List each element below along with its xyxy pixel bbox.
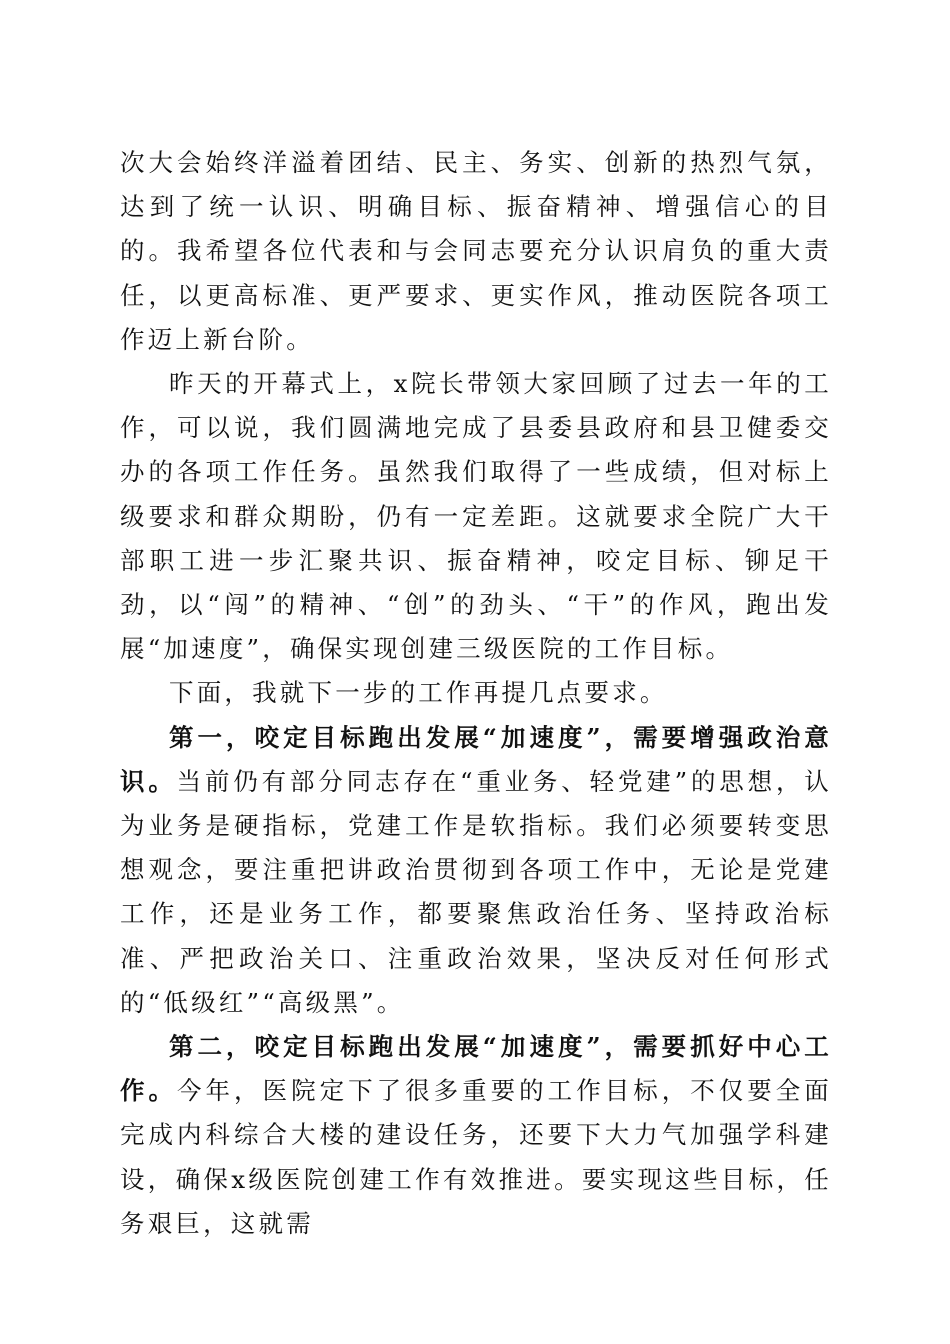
document-body bbox=[120, 141, 832, 1246]
paragraph-4 bbox=[120, 716, 832, 1025]
paragraph-2-text: 昨天的开幕式上，x院长带领大家回顾了过去一年的工作，可以说，我们圆满地完成了县委县政府和县卫健委交办的各项工作任务。虽然我们取得了一些成绩，但对标上级要求和群众期盼，仍有一定差距。这就要求全院广大干部职工进一步汇聚共识、振奋精神，咬定目标、铆足干劲，以“闯”的精神、“创”的劲头、“干”的作风，跑出发展“加速度”，确保实现创建三级医院的工作目标。 bbox=[120, 369, 832, 664]
paragraph-2 bbox=[120, 362, 832, 671]
paragraph-5 bbox=[120, 1025, 832, 1246]
paragraph-1-text: 次大会始终洋溢着团结、民主、务实、创新的热烈气氛，达到了统一认识、明确目标、振奋精神、增强信心的目的。我希望各位代表和与会同志要充分认识肩负的重大责任，以更高标准、更严要求、更实作风，推动医院各项工作迈上新台阶。 bbox=[120, 148, 832, 354]
paragraph-1 bbox=[120, 141, 832, 362]
paragraph-5-text: 今年，医院定下了很多重要的工作目标，不仅要全面完成内科综合大楼的建设任务，还要下大力气加强学科建设，确保x级医院创建工作有效推进。要实现这些目标，任务艰巨，这就需 bbox=[120, 1076, 832, 1238]
paragraph-3-text: 下面，我就下一步的工作再提几点要求。 bbox=[169, 678, 668, 708]
paragraph-4-text: 当前仍有部分同志存在“重业务、轻党建”的思想，认为业务是硬指标，党建工作是软指标。我们必须要转变思想观念，要注重把讲政治贯彻到各项工作中，无论是党建工作，还是业务工作，都要聚焦政治任务、坚持政治标准、严把政治关口、注重政治效果，坚决反对任何形式的“低级红”“高级黑”。 bbox=[120, 766, 832, 1017]
paragraph-4-lead: 第一，咬定目标跑出发展“加速度”，需要增强政治意识。 bbox=[120, 722, 832, 796]
paragraph-5-lead: 第二，咬定目标跑出发展“加速度”，需要抓好中心工作。 bbox=[120, 1032, 832, 1106]
paragraph-3 bbox=[120, 671, 832, 715]
